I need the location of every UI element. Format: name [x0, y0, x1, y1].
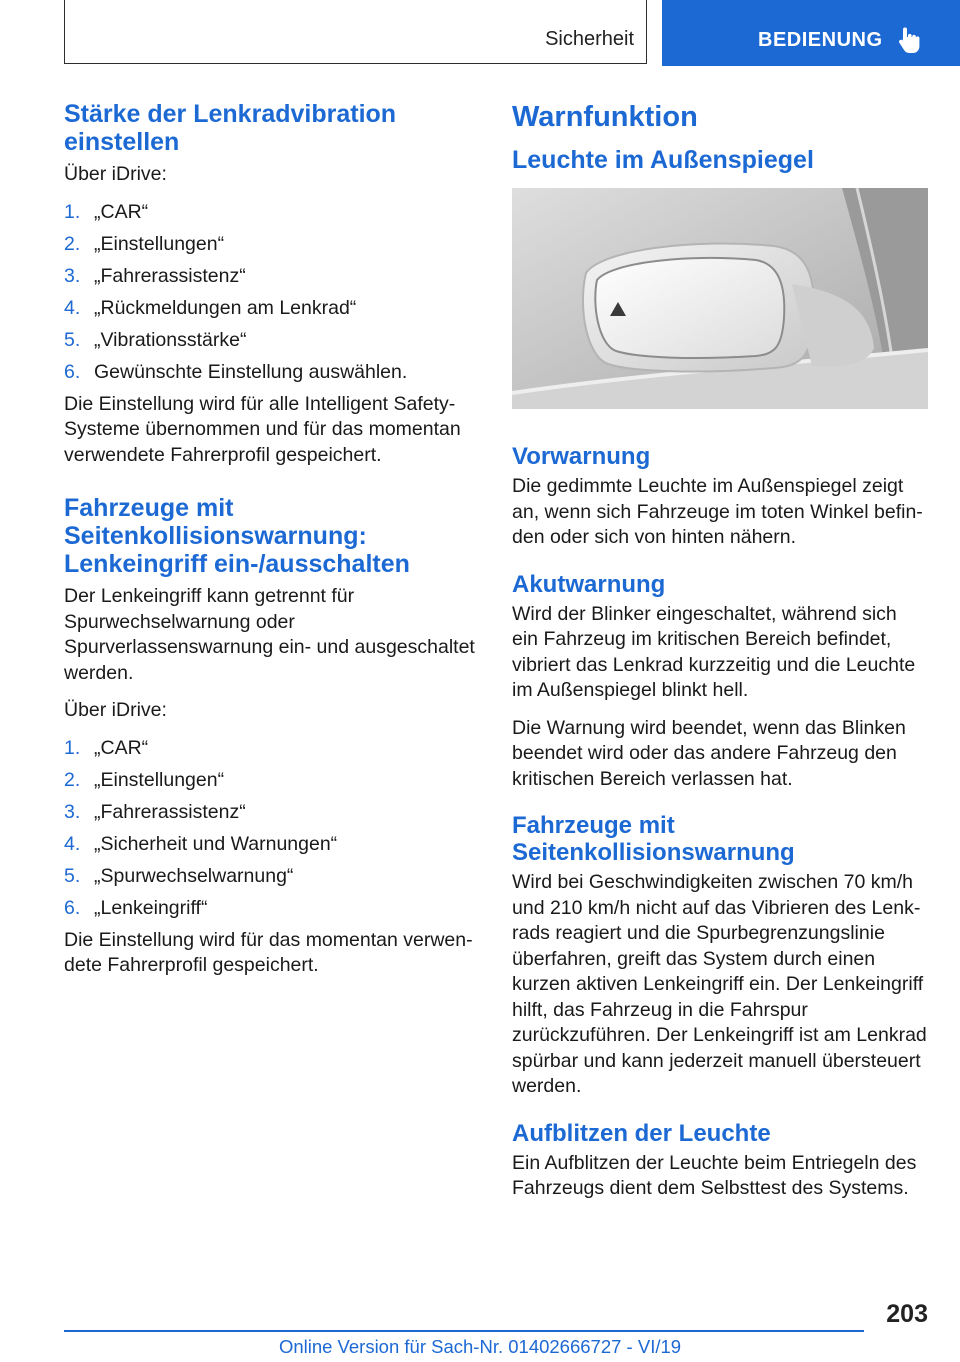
list-item: 2. „Einstellungen“: [64, 232, 225, 255]
list-item: 1. „CAR“: [64, 736, 149, 759]
list-item-text: Gewünschte Einstellung auswählen.: [94, 360, 408, 383]
paragraph-settings-saved: Die Einstellung wird für alle Intelligent Safety-Systeme übernommen und für das momentan verwendete Fahrerprofil gespeichert.: [64, 392, 461, 466]
list-item: 3. „Fahrerassistenz“: [64, 800, 246, 823]
paragraph-lenkeingriff: Der Lenkeingriff kann getrennt für Spurwechselwarnung oder Spurverlassenswarnung ein- und ausgeschaltet werden.: [64, 585, 475, 684]
list-item-text: „Fahrerassistenz“: [94, 800, 246, 823]
header-section-label: Sicherheit: [545, 28, 634, 50]
heading-vorwarnung: Vorwarnung: [512, 443, 651, 470]
side-mirror-illustration: [512, 188, 928, 409]
heading-akutwarnung: Akutwarnung: [512, 570, 666, 598]
list-item-text: „Vibrationsstärke“: [94, 328, 247, 351]
list-item-text: „Spurwechselwarnung“: [94, 864, 294, 887]
footer-version-text: Online Version für Sach-Nr. 01402666727 - VI/19: [278, 1336, 682, 1357]
right-column: [512, 100, 928, 1214]
pointing-hand-icon: [898, 26, 920, 54]
left-column: [64, 100, 476, 991]
list-item: 6. Gewünschte Einstellung auswählen.: [64, 360, 408, 383]
list-item-text: „Lenkeingriff“: [94, 896, 208, 919]
paragraph-akutwarnung-2: Die Warnung wird beendet, wenn das Blinken beendet wird oder das andere Fahrzeug den kritischen Bereich verlassen hat.: [512, 716, 906, 790]
header-chapter-tab[interactable]: [662, 0, 960, 66]
list-item: 4. „Rückmeldungen am Lenkrad“: [64, 296, 357, 319]
paragraph-vorwarnung: Die gedimmte Leuchte im Außenspiegel zeigt an, wenn sich Fahrzeuge im toten Winkel befinden oder sich von hinten nähern.: [512, 475, 923, 548]
list-item: 2. „Einstellungen“: [64, 768, 225, 791]
heading-lenkeingriff: Fahrzeuge mit Seitenkollisionswarnung: Lenkeingriff ein-/ausschalten: [64, 494, 410, 578]
list-item-text: „Einstellungen“: [94, 232, 225, 255]
list-item-text: „CAR“: [94, 736, 149, 759]
list-item: 5. „Spurwechselwarnung“: [64, 864, 294, 887]
list-item: 3. „Fahrerassistenz“: [64, 264, 246, 287]
list-item: 6. „Lenkeingriff“: [64, 896, 208, 919]
paragraph-aufblitzen: Ein Aufblitzen der Leuchte beim Entriegeln des Fahrzeugs dient dem Selbsttest des Systems.: [512, 1151, 917, 1199]
steps-list-1: [64, 200, 476, 386]
header-chapter-label: BEDIENUNG: [758, 29, 883, 51]
paragraph-profile-saved: Die Einstellung wird für das momentan verwendete Fahrerprofil gespeichert.: [64, 928, 473, 976]
footer-rule: [64, 1330, 864, 1332]
intro-idrive-1: Über iDrive:: [64, 163, 167, 185]
header-section-box: [64, 0, 647, 64]
list-item-text: „Sicherheit und Warnungen“: [94, 832, 338, 855]
list-item: 1. „CAR“: [64, 200, 149, 223]
page-number: 203: [886, 1300, 928, 1328]
list-item-text: „CAR“: [94, 200, 149, 223]
list-item-text: „Rückmeldungen am Lenkrad“: [94, 296, 357, 319]
heading-lenkradvibration: Stärke der Lenkradvibration einstellen: [64, 100, 397, 156]
heading-seitenkollisionswarnung: Fahrzeuge mit Seitenkollisionswarnung: [512, 812, 795, 866]
heading-aufblitzen: Aufblitzen der Leuchte: [512, 1119, 771, 1147]
list-item-text: „Fahrerassistenz“: [94, 264, 246, 287]
steps-list-2: [64, 736, 476, 922]
paragraph-seitenkollisionswarnung: Wird bei Geschwindigkeiten zwischen 70 km/h und 210 km/h nicht auf das Vibrieren des Lenkrads reagiert und die Spurbegrenzungslinie überfahren, greift das System durch einen kurzen aktiven Lenkeingriff ein. Der Lenkeingriff hilft, das Fahrzeug in die Fahrspur zurückzuführen. Der Lenkeingriff ist am Lenkrad spürbar und kann jederzeit manuell übersteuert werden.: [512, 871, 927, 1097]
paragraph-akutwarnung-1: Wird der Blinker eingeschaltet, während sich ein Fahrzeug im kritischen Bereich befindet, vibriert das Lenkrad kurzzeitig und die Leuchte im Außenspiegel blinkt hell.: [512, 602, 916, 701]
list-item: 4. „Sicherheit und Warnungen“: [64, 832, 338, 855]
list-item-text: „Einstellungen“: [94, 768, 225, 791]
heading-leuchte-aussenspiegel: Leuchte im Außenspiegel: [512, 146, 814, 174]
list-item: 5. „Vibrationsstärke“: [64, 328, 247, 351]
intro-idrive-2: Über iDrive:: [64, 699, 167, 721]
heading-warnfunktion: Warnfunktion: [512, 101, 698, 133]
